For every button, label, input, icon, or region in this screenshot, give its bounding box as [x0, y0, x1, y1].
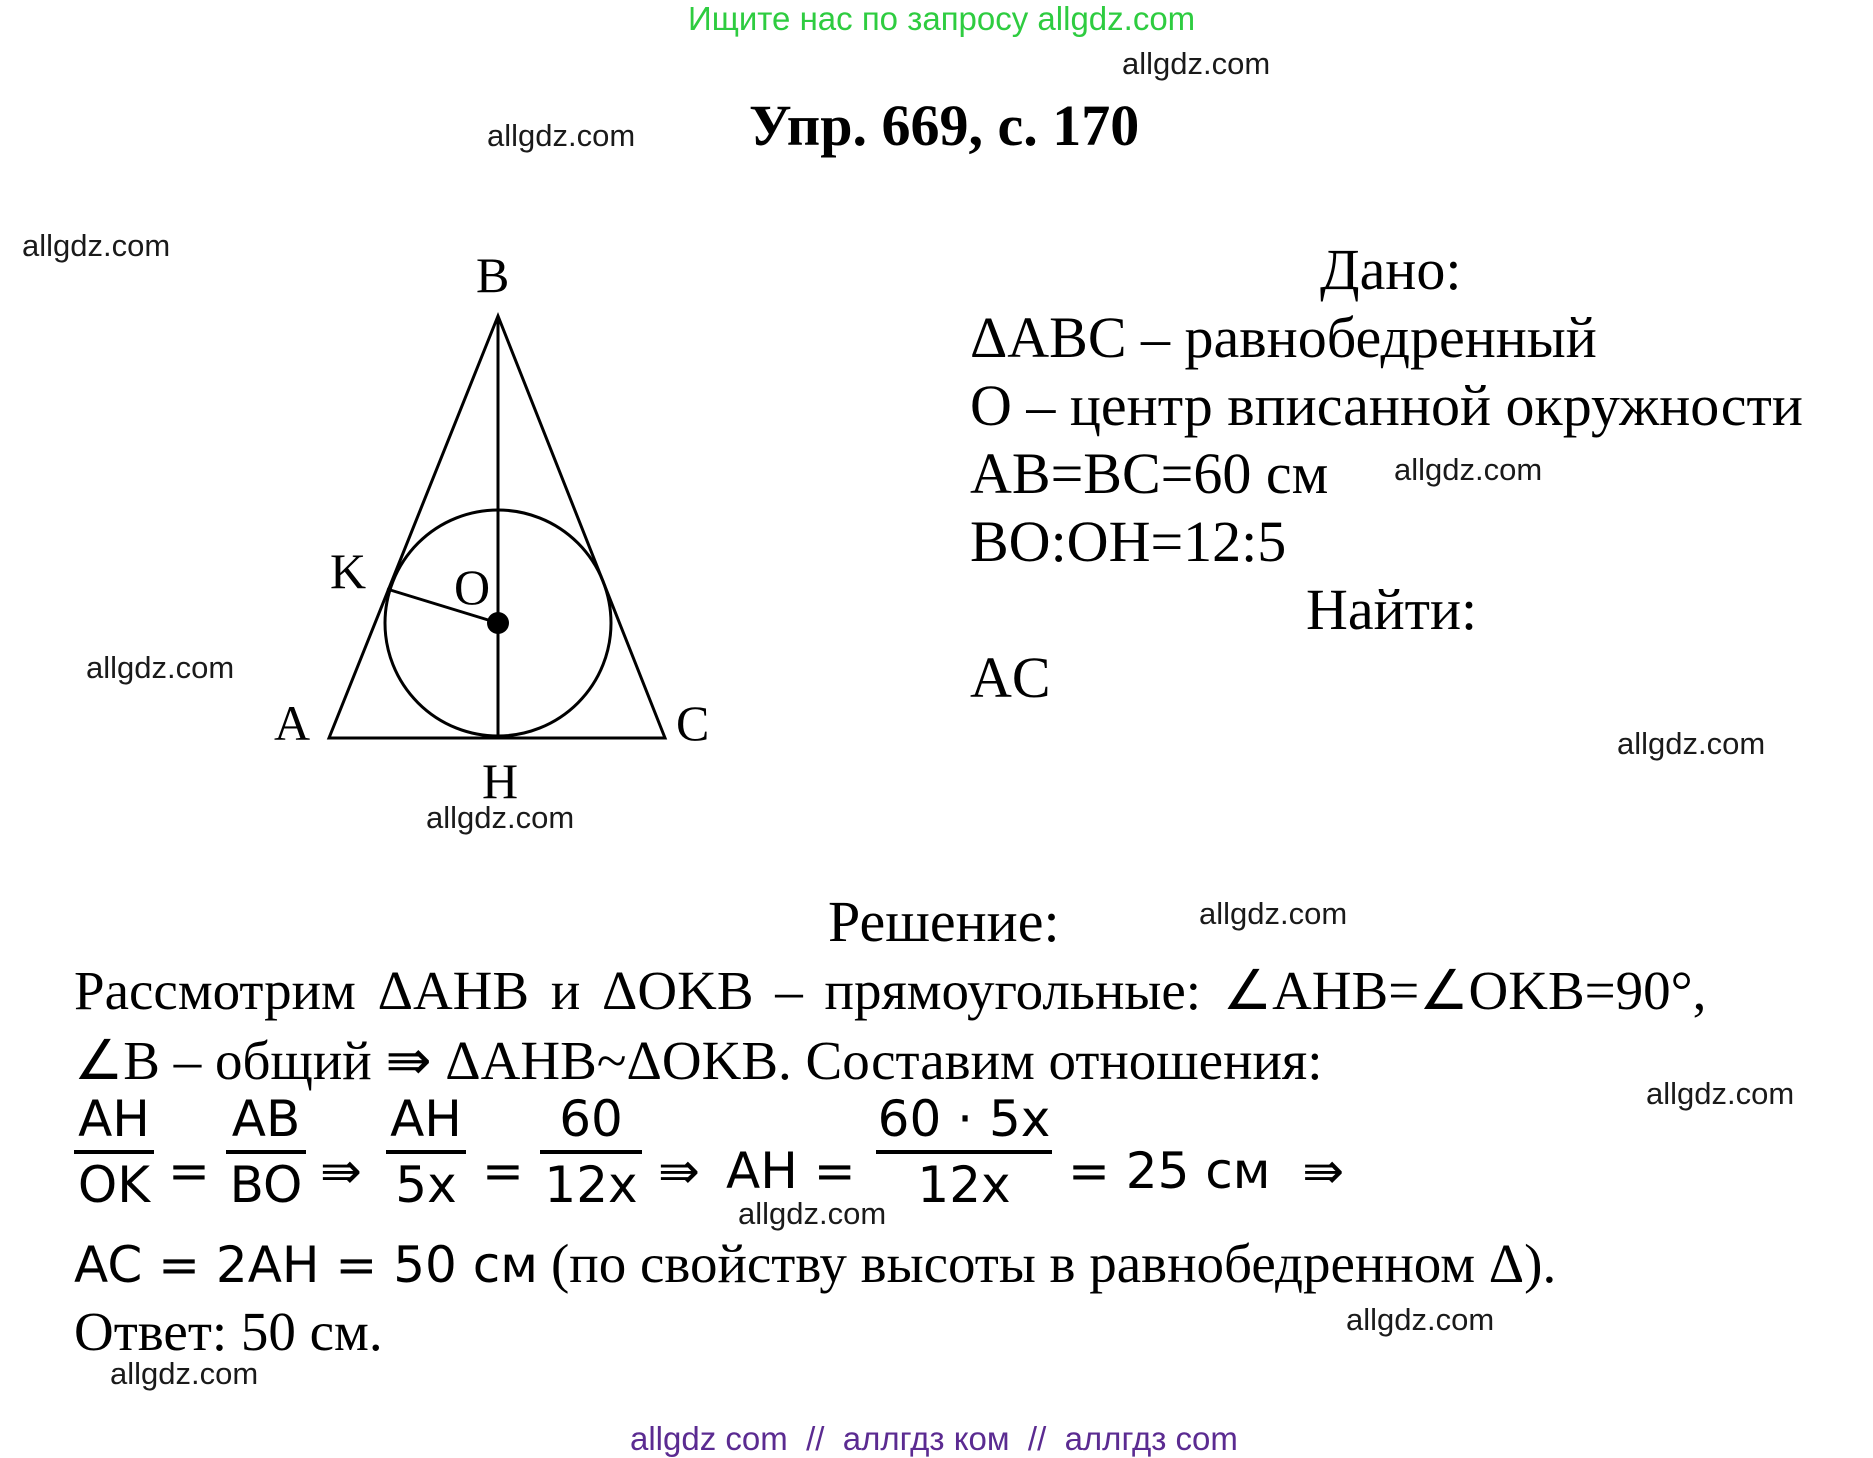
watermark: allgdz.com — [1346, 1302, 1495, 1337]
fraction-numerator: 60 — [559, 1090, 623, 1148]
watermark: allgdz.com — [1394, 452, 1543, 487]
watermark: allgdz.com — [738, 1196, 887, 1231]
fraction-numerator: 60 · 5x — [877, 1090, 1051, 1148]
given-line: BO:OH=12:5 — [970, 509, 1287, 574]
fraction-ah-5x — [386, 1090, 466, 1214]
implies-sign: ⇛ — [320, 1142, 362, 1200]
footer-links[interactable]: allgdz com // аллгдз ком // аллгдз com — [630, 1420, 1238, 1457]
solution-line-1: Рассмотрим ΔAHB и ΔOKB – прямоугольные: ∠AHB=∠OKB=90°, — [74, 960, 1707, 1021]
watermark: allgdz.com — [22, 228, 171, 263]
solution-line-2: ∠B – общий ⇛ ΔAHB~ΔOKB. Составим отношения: — [74, 1030, 1323, 1091]
fraction-60-12x — [540, 1090, 642, 1214]
watermark: allgdz.com — [86, 650, 235, 685]
triangle-figure — [0, 0, 760, 800]
answer: Ответ: 50 см. — [74, 1301, 383, 1362]
label-h: H — [482, 753, 519, 800]
ac-equation: AC = 2AH = 50 см — [74, 1236, 538, 1294]
equals-sign: = — [482, 1142, 524, 1200]
watermark: allgdz.com — [1646, 1076, 1795, 1111]
fraction-denominator: 12x — [544, 1156, 638, 1214]
fraction-denominator: 12x — [917, 1156, 1011, 1214]
fraction-denominator: 5x — [395, 1156, 457, 1214]
watermark: allgdz.com — [487, 118, 636, 153]
implies-sign: ⇛ — [658, 1142, 700, 1200]
solution-line-4 — [74, 1232, 1556, 1295]
center-point-o — [487, 612, 509, 634]
fraction-numerator: AH — [78, 1090, 150, 1148]
label-b: B — [476, 247, 510, 303]
fraction-product — [876, 1090, 1052, 1214]
fraction-bar — [226, 1150, 306, 1154]
equation-result: = 25 см ⇛ — [1068, 1142, 1345, 1200]
label-c: C — [676, 695, 710, 751]
label-a: A — [274, 695, 311, 751]
fraction-bar — [540, 1150, 642, 1154]
watermark: allgdz.com — [1617, 726, 1766, 761]
given-heading: Дано: — [1320, 237, 1462, 302]
given-line: ΔABC – равнобедренный — [970, 305, 1597, 370]
given-line: O – центр вписанной окружности — [970, 373, 1803, 438]
equals-sign: = — [168, 1142, 210, 1200]
ah-equals: AH = — [726, 1142, 856, 1200]
find-heading: Найти: — [1306, 577, 1478, 642]
label-k: K — [330, 543, 367, 599]
fraction-denominator: OK — [77, 1156, 151, 1214]
watermark: allgdz.com — [1199, 896, 1348, 931]
given-line: AB=BC=60 см — [970, 441, 1329, 506]
label-o: O — [454, 559, 491, 615]
fraction-numerator: AB — [231, 1090, 301, 1148]
watermark: allgdz.com — [426, 800, 575, 835]
find-value: AC — [970, 645, 1051, 710]
solution-heading: Решение: — [828, 889, 1060, 954]
watermark: allgdz.com — [1122, 46, 1271, 81]
fraction-denominator: BO — [229, 1156, 303, 1214]
fraction-numerator: AH — [390, 1090, 462, 1148]
fraction-ab-bo — [226, 1090, 306, 1214]
fraction-ah-ok — [74, 1090, 154, 1214]
fraction-bar — [876, 1150, 1052, 1154]
page-title: Упр. 669, с. 170 — [749, 93, 1140, 158]
watermark: allgdz.com — [110, 1356, 259, 1391]
fraction-bar — [386, 1150, 466, 1154]
fraction-bar — [74, 1150, 154, 1154]
search-banner: Ищите нас по запросу allgdz.com — [688, 0, 1196, 37]
ac-explanation: (по свойству высоты в равнобедренном Δ). — [550, 1233, 1557, 1294]
